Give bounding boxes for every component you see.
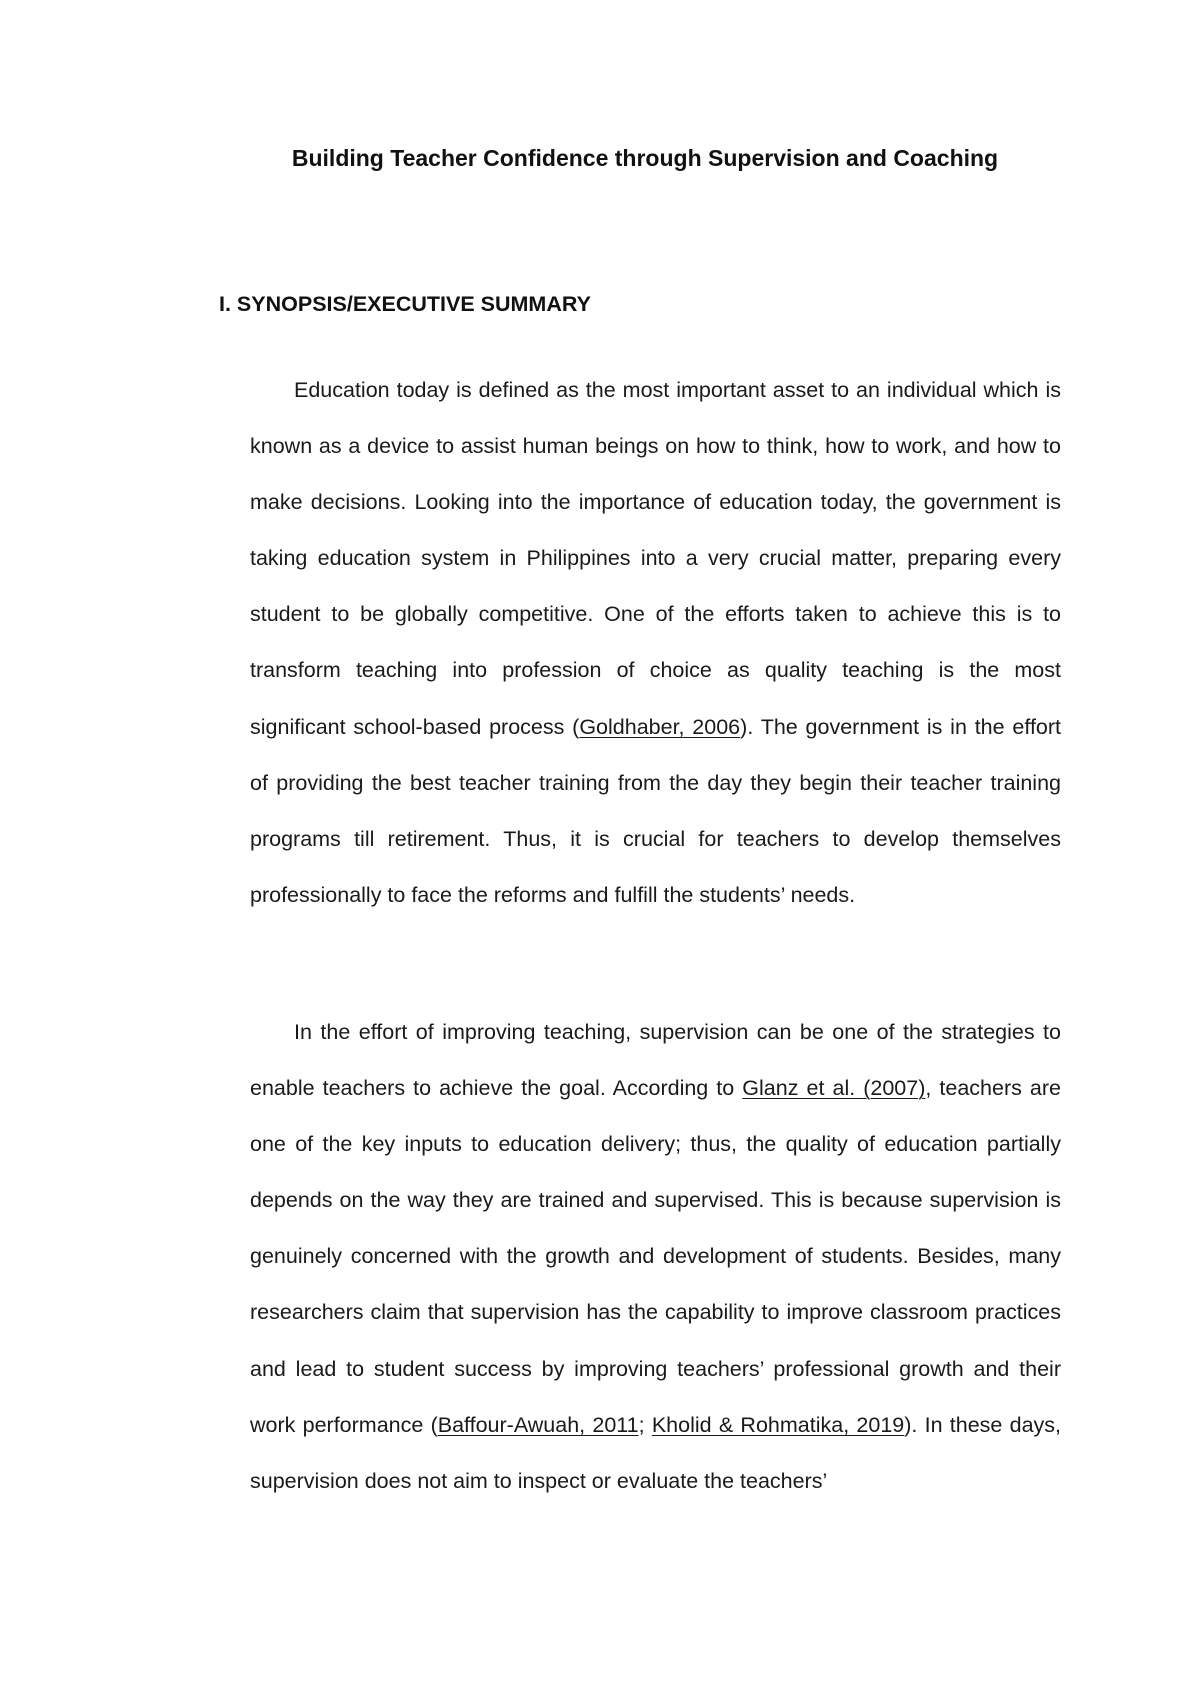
paragraph-2-text-c: ). In these days, supervision does not aim to inspect or evaluate the teachers’ <box>250 1412 1061 1493</box>
citation-baffour-link[interactable]: Baffour-Awuah, 2011 <box>437 1412 639 1437</box>
citation-separator: ; <box>638 1412 652 1437</box>
document-title: Building Teacher Confidence through Supervision and Coaching <box>291 145 999 171</box>
paragraph-2 <box>250 1004 1061 1509</box>
citation-goldhaber-link[interactable]: Goldhaber, 2006 <box>579 714 741 739</box>
paragraph-1-text-a: Education today is defined as the most important asset to an individual which is known as a device to assist human beings on how to think, how to work, and how to make decisions. Looking into the importance of education today, the government is taking education system in Philippines into a very crucial matter, preparing every student to be globally competitive. One of the efforts taken to achieve this is to transform teaching into profession of choice as quality teaching is the most significant school-based process ( <box>250 378 1061 739</box>
paragraph-2-text-b: , teachers are one of the key inputs to education delivery; thus, the quality of education partially depends on the way they are trained and supervised. This is because supervision is genuinely concerned with the growth and development of students. Besides, many researchers claim that supervision has the capability to improve classroom practices and lead to student success by improving teachers’ professional growth and their work performance ( <box>250 1076 1061 1437</box>
paragraph-2-text-a: In the effort of improving teaching, supervision can be one of the strategies to enable teachers to achieve the goal. According to <box>250 1020 1061 1101</box>
paragraph-1-text-b: ). The government is in the effort of providing the best teacher training from the day they begin their teacher training programs till retirement. Thus, it is crucial for teachers to develop themselves professionally to face the reforms and fulfill the students’ needs. <box>250 714 1062 907</box>
citation-kholid-link[interactable]: Kholid & Rohmatika, 2019 <box>651 1412 905 1437</box>
citation-glanz-link[interactable]: Glanz et al. (2007) <box>742 1076 926 1101</box>
paragraph-1 <box>250 362 1061 923</box>
section-heading: I. SYNOPSIS/EXECUTIVE SUMMARY <box>219 292 591 316</box>
